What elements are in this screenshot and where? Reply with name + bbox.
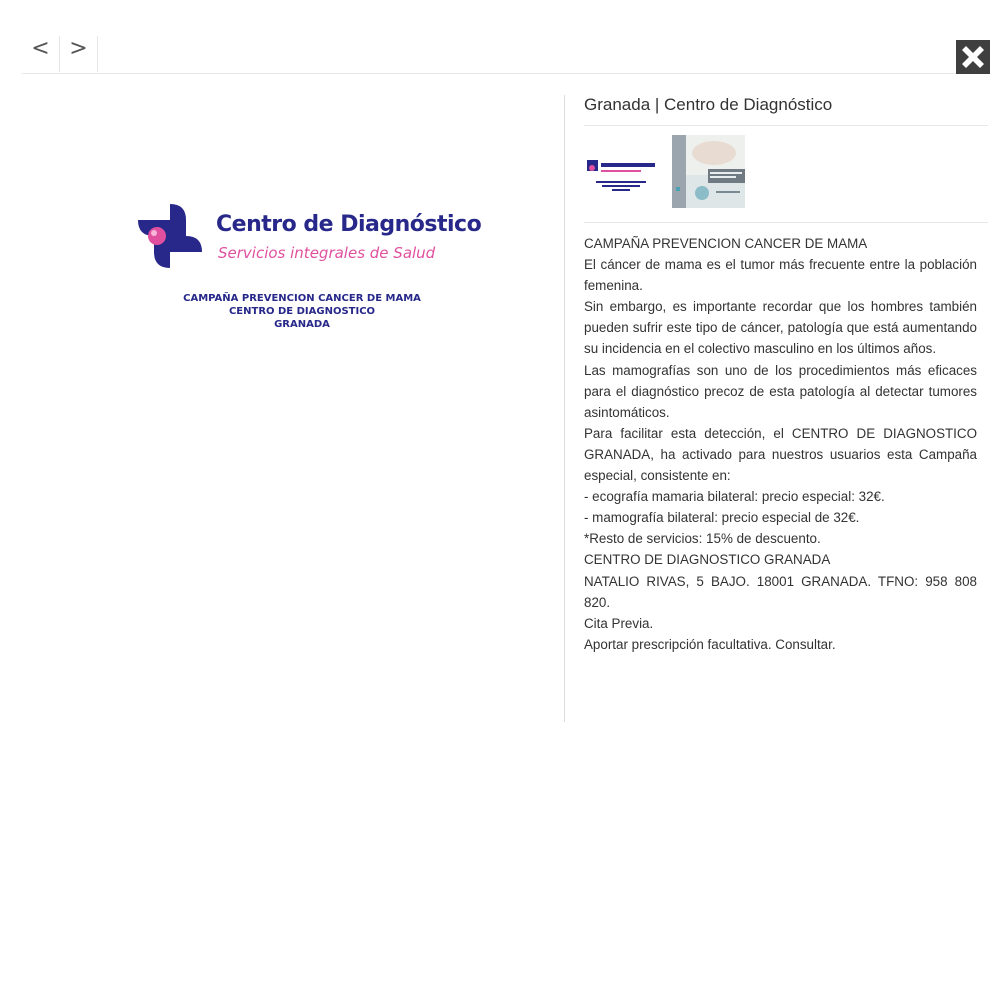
campaign-line: CAMPAÑA PREVENCION CANCER DE MAMA: [183, 293, 421, 304]
description-paragraph: Para facilitar esta detección, el CENTRO DE DIAGNOSTICO GRANADA, ha activado para nuestros usuarios esta Campaña especial, consistente en:: [584, 425, 977, 484]
thumbnail-strip: [584, 126, 988, 223]
description-paragraph: Cita Previa.: [584, 615, 654, 631]
close-button[interactable]: [956, 40, 990, 74]
chevron-left-icon: <: [31, 36, 50, 61]
detail-title: Granada | Centro de Diagnóstico: [584, 95, 988, 126]
gallery-toolbar: [22, 28, 988, 74]
description-paragraph: Las mamografías son uno de los procedimientos más eficaces para el diagnóstico precoz de esta patología al detectar tumores asintomáticos.: [584, 362, 977, 420]
description-paragraph: CENTRO DE DIAGNOSTICO GRANADA: [584, 552, 831, 568]
description-paragraph: - ecografía mamaria bilateral: precio especial: 32€.: [584, 489, 885, 505]
logo-thumbnail-icon: [584, 135, 657, 208]
logo-thumbnail[interactable]: [584, 135, 657, 208]
description-paragraph: *Resto de servicios: 15% de descuento.: [584, 531, 821, 547]
prev-button[interactable]: [22, 36, 60, 72]
pane-divider: [564, 95, 565, 722]
detail-pane: [584, 95, 988, 655]
description-paragraph: - mamografía bilateral: precio especial de 32€.: [584, 510, 860, 526]
detail-description: [584, 233, 977, 655]
brochure-thumbnail[interactable]: [672, 135, 745, 208]
next-button[interactable]: [60, 36, 98, 72]
description-paragraph: NATALIO RIVAS, 5 BAJO. 18001 GRANADA. TFNO: 958 808 820.: [584, 573, 977, 610]
logo-campaign: [134, 292, 470, 331]
description-paragraph: El cáncer de mama es el tumor más frecuente entre la población femenina.: [584, 257, 977, 294]
chevron-right-icon: >: [69, 36, 88, 61]
campaign-line: CENTRO DE DIAGNOSTICO: [228, 306, 376, 317]
logo-tagline: Servicios integrales de Salud: [218, 244, 436, 262]
close-icon: [956, 40, 990, 74]
brochure-thumbnail-icon: [672, 135, 745, 208]
logo-name: Centro de Diagnóstico: [216, 212, 482, 237]
description-paragraph: Sin embargo, es importante recordar que los hombres también pueden sufrir este tipo de cáncer, patología que está aumentando su incidencia en el colectivo masculino en los últimos años.: [584, 299, 977, 357]
campaign-line: GRANADA: [274, 319, 330, 330]
centro-diagnostico-logo: [134, 200, 482, 340]
image-viewer: [22, 95, 564, 722]
logo-mark-icon: [134, 200, 206, 272]
description-paragraph: CAMPAÑA PREVENCION CANCER DE MAMA: [584, 236, 868, 251]
description-paragraph: Aportar prescripción facultativa. Consultar.: [584, 636, 836, 652]
